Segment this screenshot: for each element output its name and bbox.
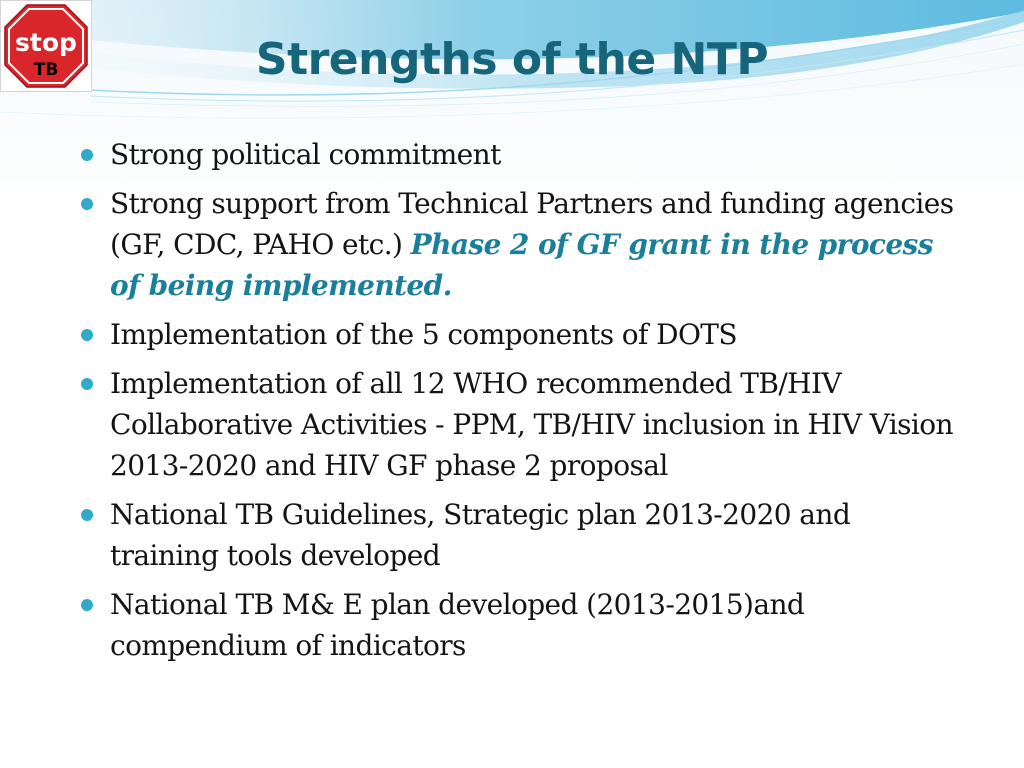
- bullet-item: [78, 584, 958, 666]
- bullet-icon: [81, 378, 93, 390]
- bullet-icon: [81, 599, 93, 611]
- bullet-item: [78, 494, 958, 576]
- bullet-text: Strong support from Technical Partners and funding agencies (GF, CDC, PAHO etc.): [110, 187, 954, 261]
- bullet-highlight: Phase 2 of GF grant in the process of being implemented.: [110, 228, 933, 302]
- bullet-item: [78, 363, 958, 486]
- bullet-icon: [81, 198, 93, 210]
- logo-stop-text: stop: [15, 28, 77, 57]
- bullet-text: Implementation of all 12 WHO recommended TB/HIV Collaborative Activities - PPM, TB/HIV inclusion in HIV Vision 2013-2020 and HIV GF phase 2 proposal: [110, 367, 953, 482]
- logo-tb-text: TB: [33, 60, 59, 80]
- bullet-item: [78, 314, 958, 355]
- bullet-text: National TB M& E plan developed (2013-2015)and compendium of indicators: [110, 588, 805, 662]
- bullet-text: Implementation of the 5 components of DOTS: [110, 318, 737, 351]
- bullet-icon: [81, 149, 93, 161]
- slide-title: Strengths of the NTP: [255, 34, 769, 85]
- bullet-item: [78, 134, 958, 175]
- bullet-text: National TB Guidelines, Strategic plan 2013-2020 and training tools developed: [110, 498, 851, 572]
- bullet-list: [78, 134, 958, 674]
- bullet-text: Strong political commitment: [110, 138, 501, 171]
- bullet-item: [78, 183, 958, 306]
- bullet-icon: [81, 329, 93, 341]
- bullet-icon: [81, 509, 93, 521]
